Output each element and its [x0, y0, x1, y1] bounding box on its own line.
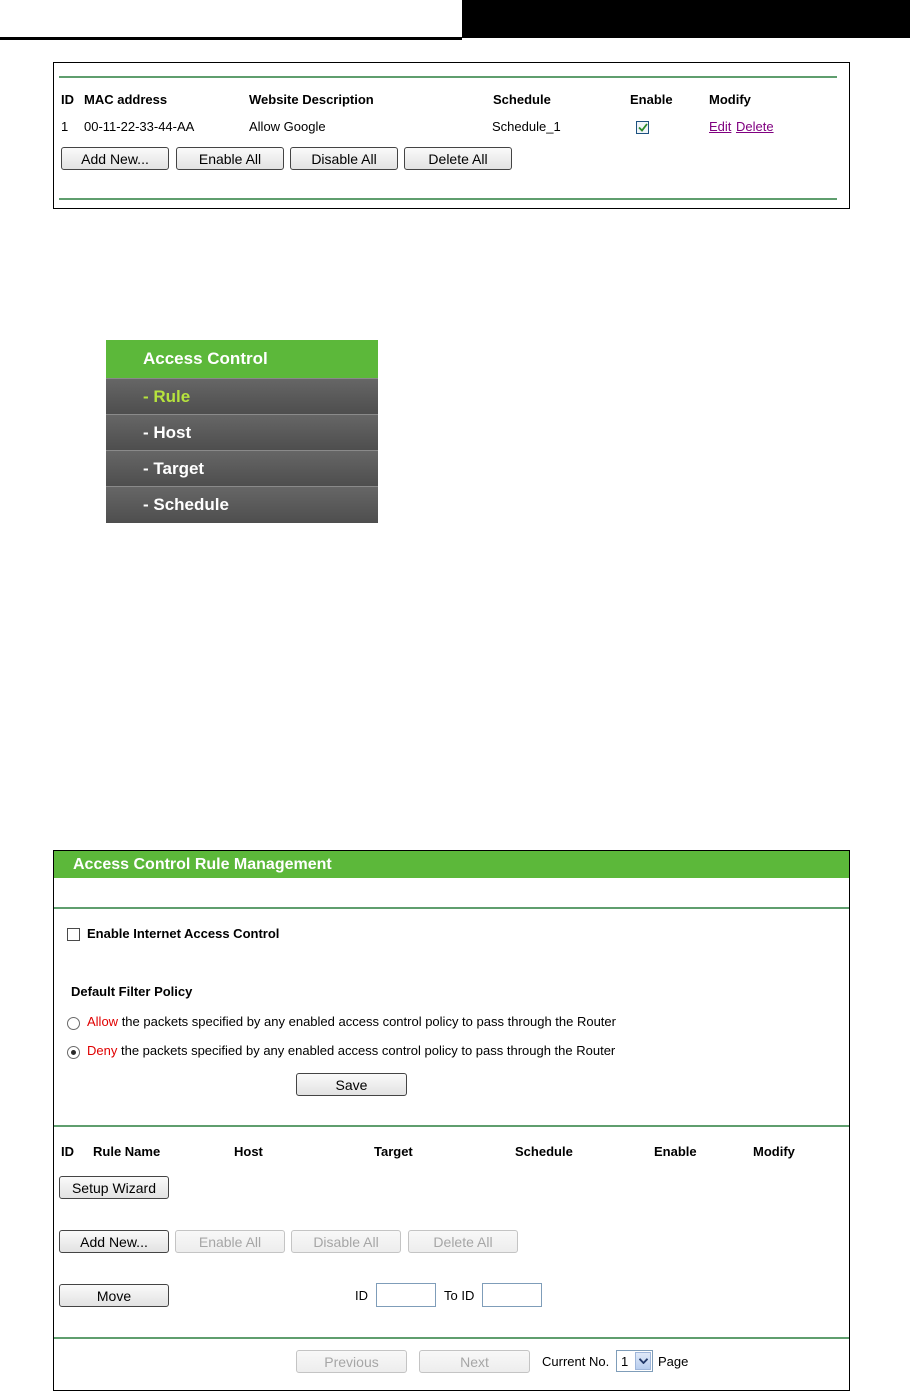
divider — [59, 76, 837, 78]
col-header-schedule: Schedule — [493, 92, 551, 107]
next-button[interactable]: Next — [419, 1350, 530, 1373]
policy-deny-label — [87, 1043, 615, 1058]
menu-item-host[interactable] — [106, 414, 378, 450]
row-enable-checkbox[interactable] — [636, 121, 649, 134]
col-header-rule-name: Rule Name — [93, 1144, 161, 1159]
delete-all-button[interactable]: Delete All — [404, 147, 512, 170]
menu-item-schedule[interactable] — [106, 486, 378, 523]
panel-title-text: Access Control Rule Management — [73, 855, 332, 873]
menu-item-target[interactable] — [106, 450, 378, 486]
col-header-modify: Modify — [753, 1144, 795, 1159]
policy-allow-word: Allow — [87, 1014, 119, 1029]
col-header-modify: Modify — [709, 92, 751, 107]
move-to-id-input[interactable] — [482, 1283, 542, 1307]
col-header-description: Website Description — [249, 92, 374, 107]
previous-button[interactable]: Previous — [296, 1350, 407, 1373]
check-icon — [638, 123, 648, 132]
enable-all-button[interactable]: Enable All — [175, 1230, 285, 1253]
menu-header-access-control[interactable] — [106, 340, 378, 378]
rules-table-panel — [53, 62, 850, 209]
col-header-target: Target — [374, 1144, 413, 1159]
row-description: Allow Google — [249, 119, 326, 134]
policy-deny-text: the packets specified by any enabled access control policy to pass through the Router — [117, 1043, 616, 1058]
policy-deny-radio[interactable] — [67, 1046, 80, 1059]
header-bar — [462, 0, 910, 38]
policy-allow-label — [87, 1014, 616, 1029]
policy-allow-text: the packets specified by any enabled access control policy to pass through the Router — [118, 1014, 616, 1029]
divider — [54, 907, 849, 909]
add-new-button[interactable]: Add New... — [59, 1230, 169, 1253]
menu-item-label: - Host — [143, 422, 192, 442]
page-select[interactable] — [616, 1350, 653, 1372]
row-delete-link[interactable]: Delete — [736, 119, 774, 134]
enable-access-control-label: Enable Internet Access Control — [87, 926, 280, 941]
divider — [54, 1337, 849, 1339]
move-id-label: ID — [355, 1288, 368, 1303]
move-from-id-input[interactable] — [376, 1283, 436, 1307]
row-schedule: Schedule_1 — [492, 119, 561, 134]
header-rule — [0, 37, 462, 40]
save-button[interactable]: Save — [296, 1073, 407, 1096]
enable-access-control-checkbox[interactable] — [67, 928, 80, 941]
row-mac: 00-11-22-33-44-AA — [84, 119, 195, 134]
divider — [59, 198, 837, 200]
setup-wizard-button[interactable]: Setup Wizard — [59, 1176, 169, 1199]
chevron-down-icon — [635, 1352, 651, 1370]
access-control-menu — [106, 340, 378, 523]
disable-all-button[interactable]: Disable All — [290, 147, 398, 170]
menu-item-label: - Rule — [143, 386, 191, 406]
policy-deny-word: Deny — [87, 1043, 118, 1058]
col-header-schedule: Schedule — [515, 1144, 573, 1159]
panel-title — [54, 851, 849, 878]
add-new-button[interactable]: Add New... — [61, 147, 169, 170]
menu-item-rule[interactable] — [106, 378, 378, 414]
col-header-id: ID — [61, 92, 74, 107]
menu-item-label: - Target — [143, 458, 205, 478]
row-id: 1 — [61, 119, 69, 134]
col-header-id: ID — [61, 1144, 74, 1159]
row-edit-link[interactable]: Edit — [709, 119, 732, 134]
col-header-enable: Enable — [630, 92, 673, 107]
page-select-value: 1 — [621, 1354, 629, 1369]
delete-all-button[interactable]: Delete All — [408, 1230, 518, 1253]
col-header-enable: Enable — [654, 1144, 697, 1159]
move-to-id-label: To ID — [444, 1288, 475, 1303]
enable-all-button[interactable]: Enable All — [176, 147, 284, 170]
page-label: Page — [658, 1354, 689, 1369]
rule-management-panel — [53, 850, 850, 1391]
disable-all-button[interactable]: Disable All — [291, 1230, 401, 1253]
menu-item-label: - Schedule — [143, 495, 229, 514]
col-header-mac: MAC address — [84, 92, 168, 107]
menu-header-label: Access Control — [143, 349, 268, 368]
col-header-host: Host — [234, 1144, 263, 1159]
divider — [54, 1125, 849, 1127]
radio-selected-dot — [71, 1050, 76, 1055]
policy-allow-radio[interactable] — [67, 1017, 80, 1030]
move-button[interactable]: Move — [59, 1284, 169, 1307]
default-filter-policy-heading: Default Filter Policy — [71, 984, 193, 999]
current-no-label: Current No. — [542, 1354, 610, 1369]
